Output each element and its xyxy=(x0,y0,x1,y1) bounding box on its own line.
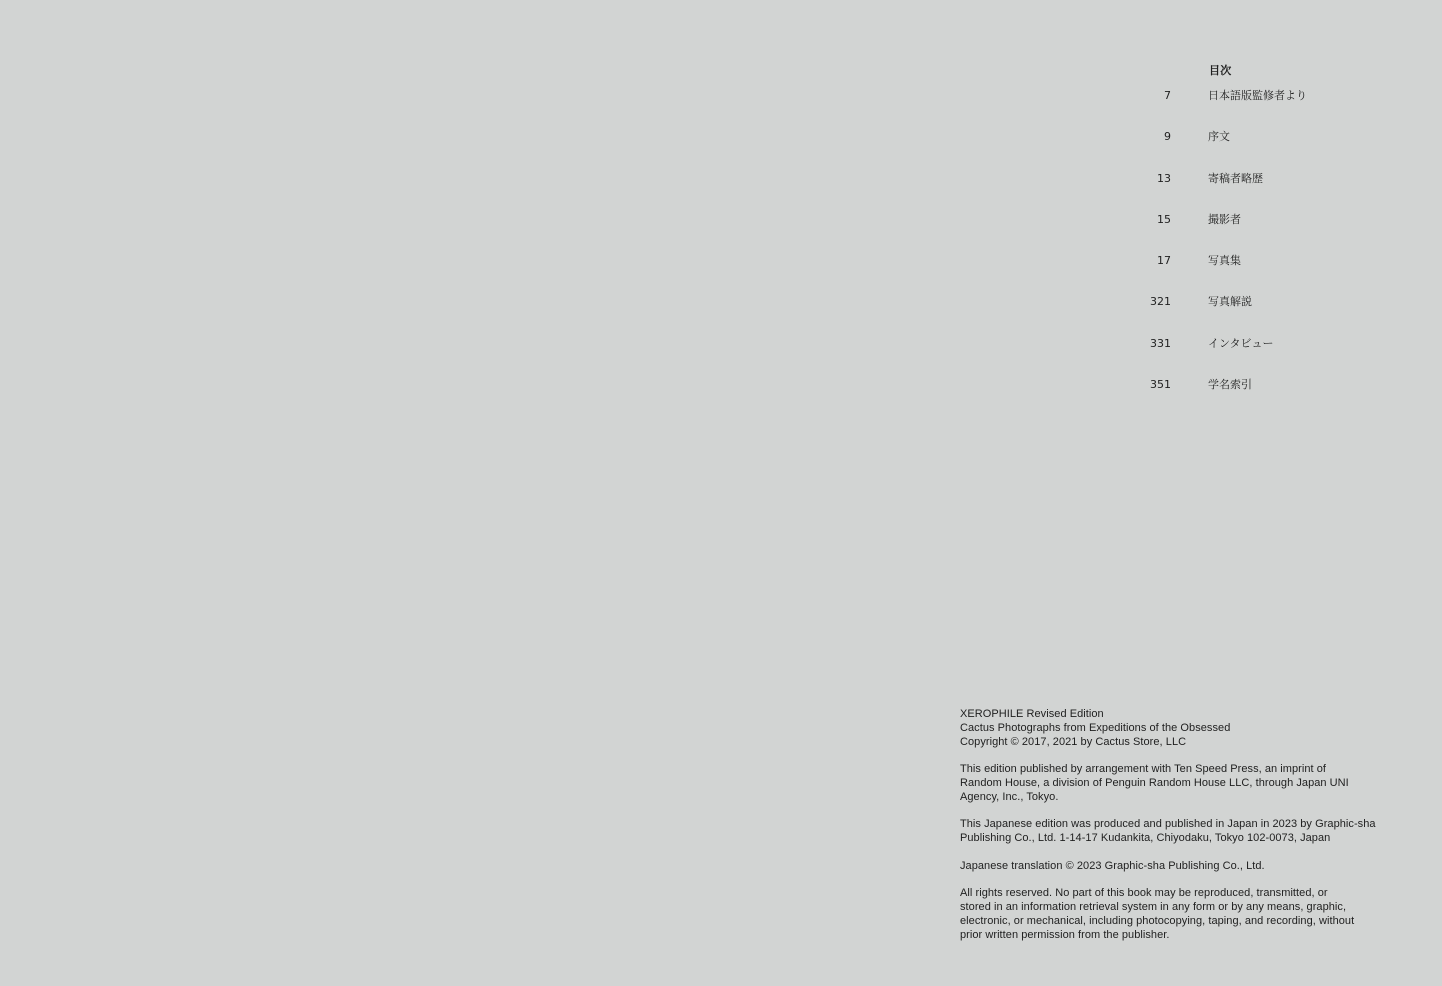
toc-entry-label: 写真解説 xyxy=(1208,295,1252,309)
toc-page-number: 331 xyxy=(1150,336,1171,350)
toc-page-number: 13 xyxy=(1157,171,1171,185)
toc-entry-label: 学名索引 xyxy=(1208,378,1252,392)
book-subtitle: Cactus Photographs from Expeditions of the Obsessed xyxy=(960,721,1231,734)
toc-entry-label: 寄稿者略歴 xyxy=(1208,171,1263,185)
toc-page-number: 351 xyxy=(1150,378,1171,392)
colophon-line: Japanese translation © 2023 Graphic-sha Publishing Co., Ltd. xyxy=(960,859,1265,872)
toc-entry xyxy=(1120,254,1380,295)
toc-entry-label: 撮影者 xyxy=(1208,212,1241,226)
toc-page-number: 321 xyxy=(1150,295,1171,309)
colophon-line: All rights reserved. No part of this book may be reproduced, transmitted, or xyxy=(960,887,1328,900)
toc-entry-label: 写真集 xyxy=(1208,254,1241,268)
toc-entry-label: インタビュー xyxy=(1208,336,1274,350)
colophon xyxy=(960,708,1380,943)
colophon-line: Publishing Co., Ltd. 1-14-17 Kudankita, Chiyodaku, Tokyo 102-0073, Japan xyxy=(960,832,1331,845)
arrangement-block xyxy=(960,763,1380,804)
toc-entry xyxy=(1120,130,1380,171)
toc-page-number: 17 xyxy=(1157,254,1171,268)
colophon-line: This Japanese edition was produced and published in Japan in 2023 by Graphic-sha xyxy=(960,818,1376,831)
toc-entry xyxy=(1120,172,1380,213)
toc-entry xyxy=(1120,295,1380,336)
book-title: XEROPHILE Revised Edition xyxy=(960,708,1104,720)
translation-copyright-block xyxy=(960,860,1380,874)
colophon-line: electronic, or mechanical, including photocopying, taping, and recording, without xyxy=(960,914,1355,927)
publisher-block xyxy=(960,818,1380,846)
toc-list xyxy=(1120,89,1380,419)
colophon-line: prior written permission from the publisher. xyxy=(960,928,1170,941)
rights-block xyxy=(960,887,1380,942)
toc-page-number: 7 xyxy=(1164,89,1171,102)
toc-entry xyxy=(1120,378,1380,419)
colophon-line: Random House, a division of Penguin Random House LLC, through Japan UNI xyxy=(960,776,1349,789)
toc-page-number: 9 xyxy=(1164,130,1171,144)
colophon-title-block xyxy=(960,708,1380,749)
colophon-line: Agency, Inc., Tokyo. xyxy=(960,790,1059,803)
colophon-line: This edition published by arrangement with Ten Speed Press, an imprint of xyxy=(960,763,1327,776)
toc-entry-label: 日本語版監修者より xyxy=(1208,89,1307,102)
toc-entry-label: 序文 xyxy=(1208,130,1230,144)
colophon-line: stored in an information retrieval system in any form or by any means, graphic, xyxy=(960,901,1347,914)
toc-entry xyxy=(1120,337,1380,378)
toc-title: 目次 xyxy=(1209,64,1232,77)
toc-entry xyxy=(1120,213,1380,254)
copyright-line: Copyright © 2017, 2021 by Cactus Store, LLC xyxy=(960,735,1187,748)
toc-entry xyxy=(1120,89,1380,130)
toc-page-number: 15 xyxy=(1157,212,1171,226)
